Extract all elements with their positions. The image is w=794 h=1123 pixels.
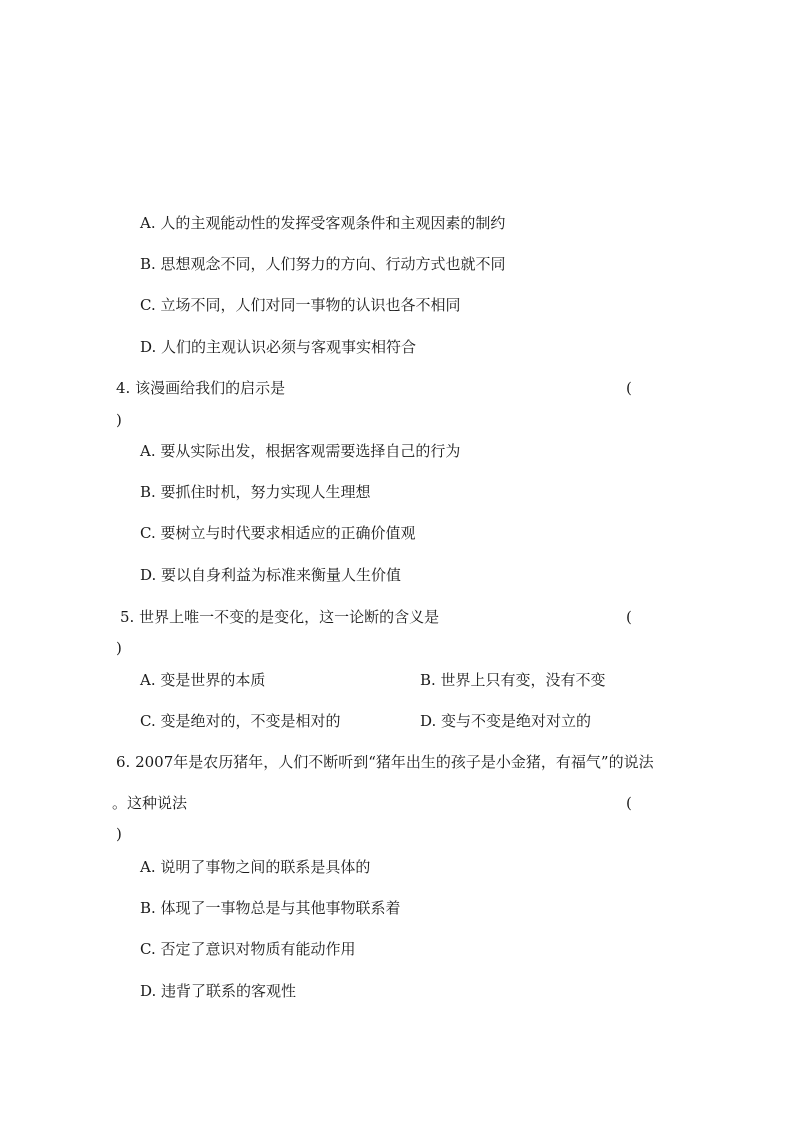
q5-paren-open: ( bbox=[626, 608, 632, 626]
prev-option-b: B. 思想观念不同，人们努力的方向、行动方式也就不同 bbox=[140, 255, 506, 273]
q6-option-c: C. 否定了意识对物质有能动作用 bbox=[140, 940, 356, 958]
q4-paren-close: ) bbox=[116, 411, 122, 429]
q4-option-c: C. 要树立与时代要求相适应的正确价值观 bbox=[140, 524, 416, 542]
q5-option-d: D. 变与不变是绝对对立的 bbox=[420, 712, 592, 730]
q6-stem-cont: 。这种说法 bbox=[112, 794, 188, 812]
q4-paren-open: ( bbox=[626, 379, 632, 397]
q6-option-d: D. 违背了联系的客观性 bbox=[140, 982, 297, 1000]
q5-option-b: B. 世界上只有变，没有不变 bbox=[420, 671, 606, 689]
q5-option-a: A. 变是世界的本质 bbox=[140, 671, 266, 689]
q6-paren-close: ) bbox=[116, 825, 122, 843]
q6-stem: 6. 2007年是农历猪年，人们不断听到“猪年出生的孩子是小金猪，有福气”的说法 bbox=[116, 753, 654, 771]
q4-option-b: B. 要抓住时机，努力实现人生理想 bbox=[140, 483, 371, 501]
q6-option-a: A. 说明了事物之间的联系是具体的 bbox=[140, 858, 371, 876]
q5-stem: 5. 世界上唯一不变的是变化，这一论断的含义是 bbox=[120, 608, 440, 626]
q6-option-b: B. 体现了一事物总是与其他事物联系着 bbox=[140, 899, 401, 917]
q5-option-c: C. 变是绝对的，不变是相对的 bbox=[140, 712, 341, 730]
q5-paren-close: ) bbox=[116, 639, 122, 657]
q4-option-d: D. 要以自身利益为标准来衡量人生价值 bbox=[140, 566, 402, 584]
q6-paren-open: ( bbox=[626, 794, 632, 812]
prev-option-a: A. 人的主观能动性的发挥受客观条件和主观因素的制约 bbox=[140, 214, 506, 232]
prev-option-c: C. 立场不同，人们对同一事物的认识也各不相同 bbox=[140, 296, 461, 314]
prev-option-d: D. 人们的主观认识必须与客观事实相符合 bbox=[140, 338, 417, 356]
q4-stem: 4. 该漫画给我们的启示是 bbox=[116, 379, 286, 397]
q4-option-a: A. 要从实际出发，根据客观需要选择自己的行为 bbox=[140, 442, 461, 460]
